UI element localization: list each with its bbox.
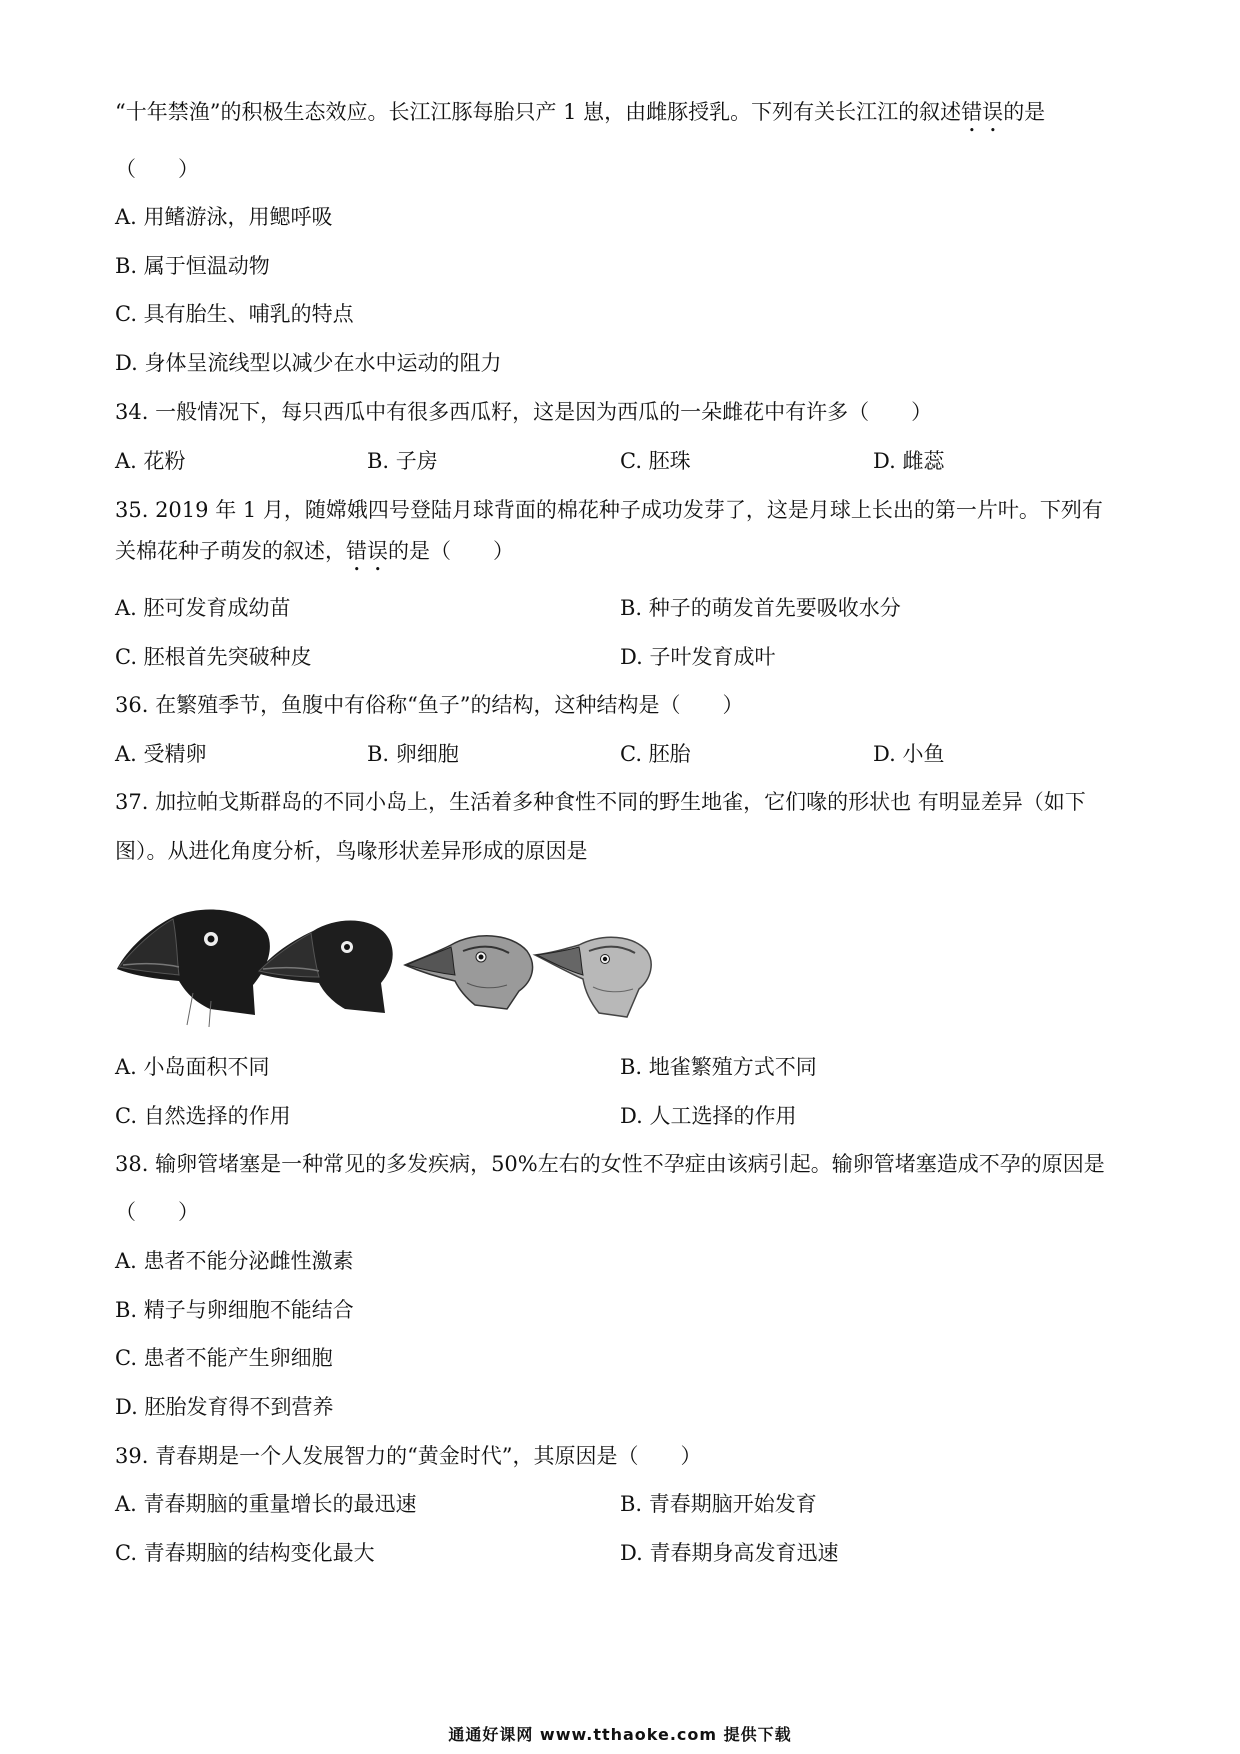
q38-option-c: C. 患者不能产生卵细胞 [115, 1346, 333, 1370]
q33-emphasis-wrong: 错误 [961, 100, 1004, 124]
q39-option-b: B. 青春期脑开始发育 [620, 1492, 817, 1516]
finch-beaks-figure [115, 905, 725, 1030]
finch-thin-beak-illustration [535, 937, 651, 1017]
q38-option-b: B. 精子与卵细胞不能结合 [115, 1298, 354, 1322]
q33-stem-text-end: 的是 [1003, 100, 1046, 124]
q35-option-d: D. 子叶发育成叶 [620, 645, 776, 669]
finch-large-beak-illustration [117, 910, 270, 1027]
q38-option-d: D. 胚胎发育得不到营养 [115, 1395, 334, 1419]
q36-option-a: A. 受精卵 [115, 742, 207, 766]
finch-medium-beak-illustration [257, 921, 393, 1013]
q39-stem: 39. 青春期是一个人发展智力的“黄金时代”，其原因是（ ） [115, 1444, 702, 1468]
q33-option-d: D. 身体呈流线型以减少在水中运动的阻力 [115, 351, 502, 375]
q38-answer-bracket: （ ） [115, 1200, 199, 1224]
q39-option-a: A. 青春期脑的重量增长的最迅速 [115, 1492, 417, 1516]
q34-option-a: A. 花粉 [115, 449, 186, 473]
page-footer-source: 通通好课网 www.tthaoke.com 提供下载 [448, 1725, 792, 1744]
finch-small-beak-illustration [405, 936, 533, 1009]
q37-option-d: D. 人工选择的作用 [620, 1104, 797, 1128]
q33-option-c: C. 具有胎生、哺乳的特点 [115, 302, 354, 326]
q36-option-d: D. 小鱼 [873, 742, 945, 766]
q34-option-c: C. 胚珠 [620, 449, 691, 473]
q35-emphasis-wrong: 错误 [346, 539, 388, 563]
q33-option-b: B. 属于恒温动物 [115, 254, 270, 278]
q39-option-d: D. 青春期身高发育迅速 [620, 1541, 839, 1565]
q33-stem-line1 [115, 98, 1045, 137]
q35-stem-text-end: 的是（ ） [388, 539, 514, 563]
q34-option-b: B. 子房 [367, 449, 438, 473]
q38-stem-line1: 38. 输卵管堵塞是一种常见的多发疾病，50%左右的女性不孕症由该病引起。输卵管堵塞造成不孕的原因是 [115, 1152, 1105, 1176]
q37-option-c: C. 自然选择的作用 [115, 1104, 291, 1128]
q36-stem: 36. 在繁殖季节，鱼腹中有俗称“鱼子”的结构，这种结构是（ ） [115, 693, 744, 717]
q38-option-a: A. 患者不能分泌雌性激素 [115, 1249, 354, 1273]
q36-option-b: B. 卵细胞 [367, 742, 459, 766]
q33-stem-text: “十年禁渔”的积极生态效应。长江江豚每胎只产 1 崽，由雌豚授乳。下列有关长江江的叙述 [115, 100, 962, 124]
q35-option-b: B. 种子的萌发首先要吸收水分 [620, 596, 901, 620]
q36-option-c: C. 胚胎 [620, 742, 691, 766]
q34-stem: 34. 一般情况下，每只西瓜中有很多西瓜籽，这是因为西瓜的一朵雌花中有许多（ ） [115, 400, 933, 424]
q37-option-a: A. 小岛面积不同 [115, 1055, 270, 1079]
q37-option-b: B. 地雀繁殖方式不同 [620, 1055, 817, 1079]
q33-answer-bracket: （ ） [115, 157, 199, 181]
q39-option-c: C. 青春期脑的结构变化最大 [115, 1541, 375, 1565]
q37-stem-line2: 图）。从进化角度分析，鸟喙形状差异形成的原因是 [115, 839, 588, 863]
q33-option-a: A. 用鳍游泳，用鳃呼吸 [115, 205, 333, 229]
q35-option-a: A. 胚可发育成幼苗 [115, 596, 291, 620]
q35-stem-line2 [115, 537, 514, 576]
q35-stem-line1: 35. 2019 年 1 月，随嫦娥四号登陆月球背面的棉花种子成功发芽了，这是月球上长出的第一片叶。下列有 [115, 498, 1103, 522]
q37-stem-line1: 37. 加拉帕戈斯群岛的不同小岛上，生活着多种食性不同的野生地雀，它们喙的形状也 有明显差异（如下 [115, 790, 1086, 814]
q35-option-c: C. 胚根首先突破种皮 [115, 645, 312, 669]
q34-option-d: D. 雌蕊 [873, 449, 945, 473]
q35-stem-text: 关棉花种子萌发的叙述， [115, 539, 346, 563]
